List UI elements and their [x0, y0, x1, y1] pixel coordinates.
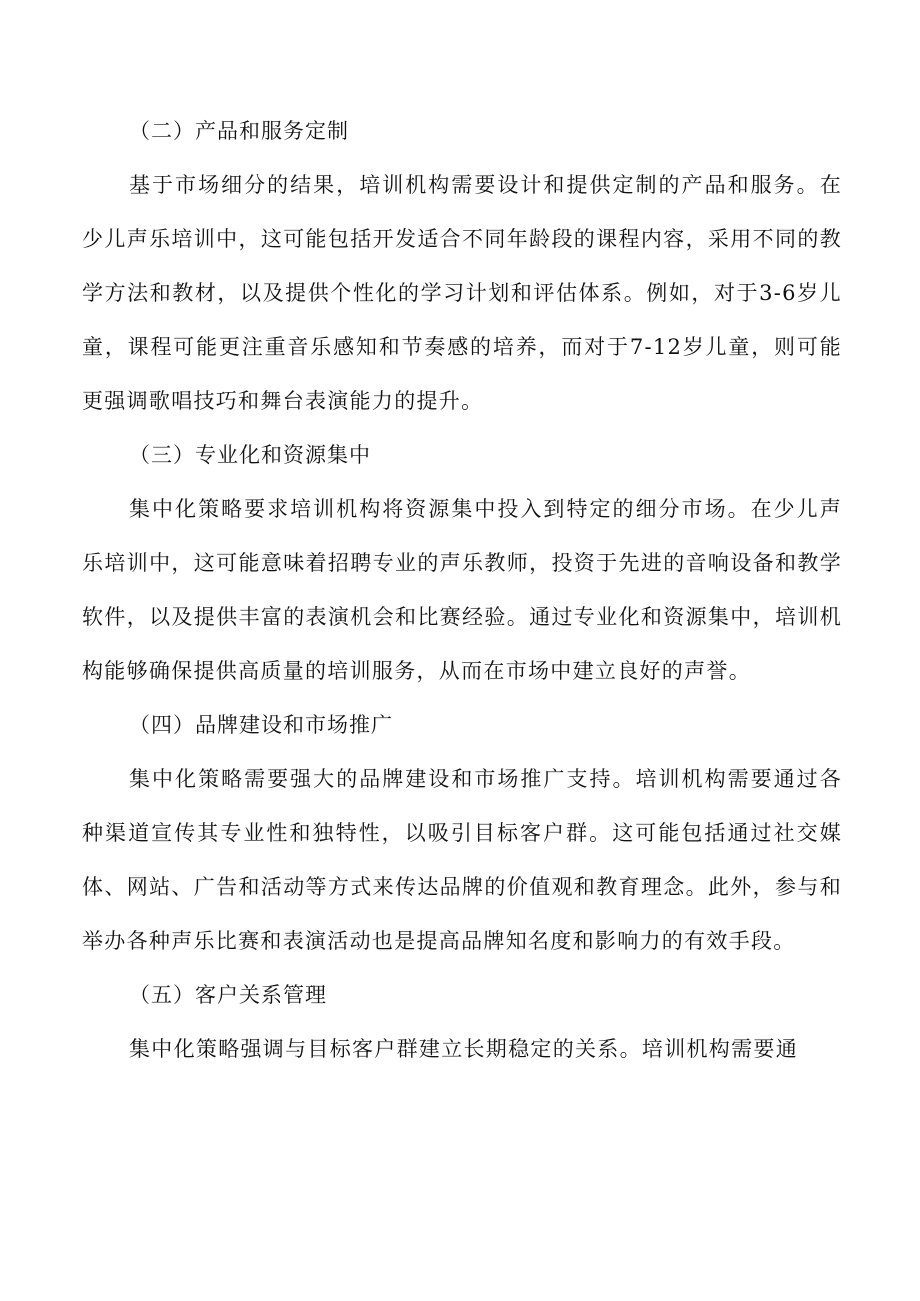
- section-paragraph-2: 基于市场细分的结果，培训机构需要设计和提供定制的产品和服务。在少儿声乐培训中，这可能包括开发适合不同年龄段的课程内容，采用不同的教学方法和教材，以及提供个性化的学习计划和评估体系。例如，对于3-6岁儿童，课程可能更注重音乐感知和节奏感的培养，而对于7-12岁儿童，则可能更强调歌唱技巧和舞台表演能力的提升。: [82, 173, 842, 413]
- section-heading-5: （五）客户关系管理: [129, 983, 327, 1007]
- section-heading-4: （四）品牌建设和市场推广: [129, 713, 393, 737]
- document-body: [82, 104, 842, 1076]
- section-heading-2: （二）产品和服务定制: [129, 119, 349, 143]
- section-paragraph-5: 集中化策略强调与目标客户群建立长期稳定的关系。培训机构需要通: [129, 1037, 798, 1061]
- section-paragraph-3: 集中化策略要求培训机构将资源集中投入到特定的细分市场。在少儿声乐培训中，这可能意味着招聘专业的声乐教师，投资于先进的音响设备和教学软件，以及提供丰富的表演机会和比赛经验。通过专业化和资源集中，培训机构能够确保提供高质量的培训服务，从而在市场中建立良好的声誉。: [82, 497, 842, 683]
- section-paragraph-4: 集中化策略需要强大的品牌建设和市场推广支持。培训机构需要通过各种渠道宣传其专业性和独特性，以吸引目标客户群。这可能包括通过社交媒体、网站、广告和活动等方式来传达品牌的价值观和教育理念。此外，参与和举办各种声乐比赛和表演活动也是提高品牌知名度和影响力的有效手段。: [82, 767, 842, 953]
- section-heading-3: （三）专业化和资源集中: [129, 443, 371, 467]
